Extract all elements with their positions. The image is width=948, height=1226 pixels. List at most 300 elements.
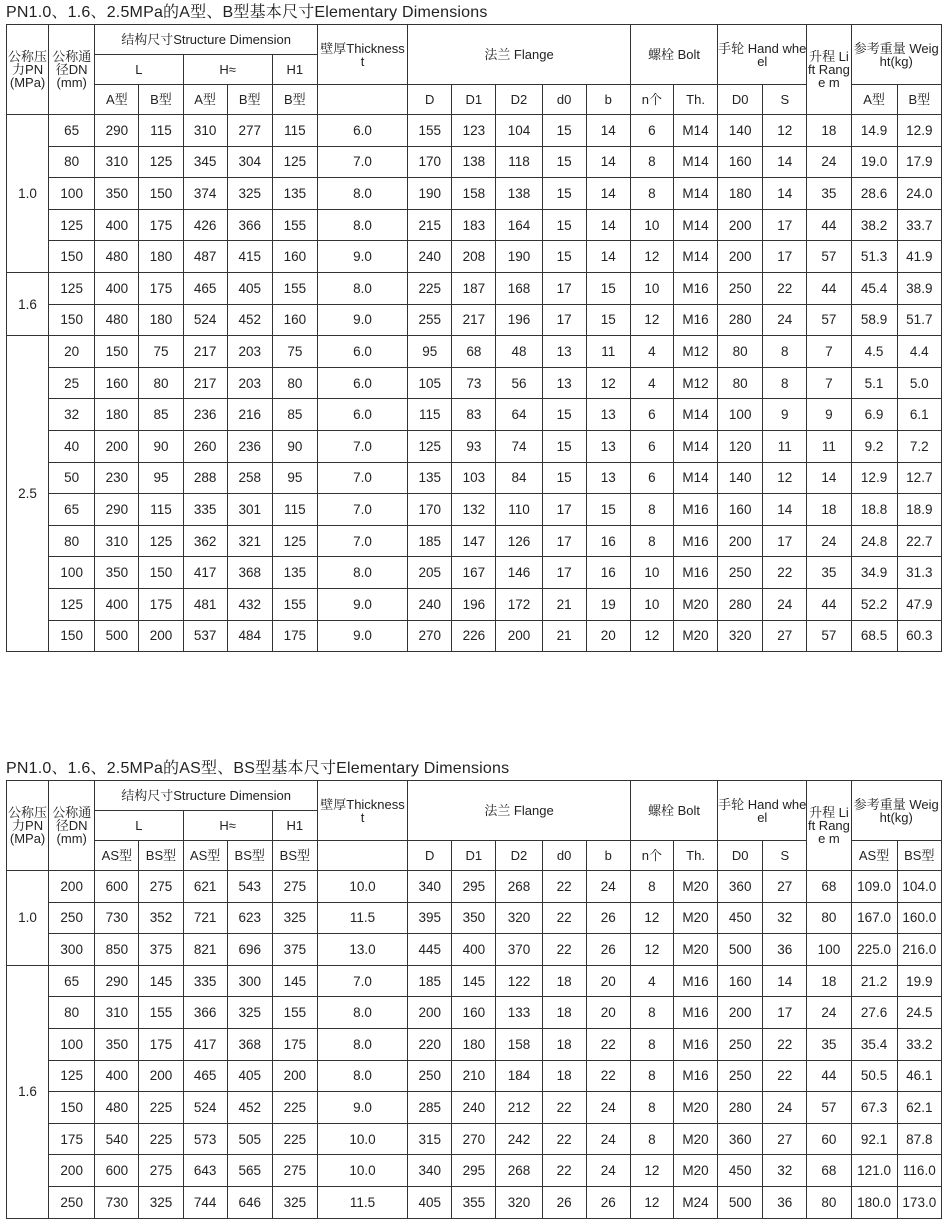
table-cell: 109.0	[851, 871, 897, 903]
table-cell: 230	[95, 462, 139, 494]
table-cell: M16	[673, 494, 717, 526]
table-cell: 200	[718, 997, 763, 1029]
table-cell: 190	[496, 241, 542, 273]
table-cell: 18	[542, 1028, 586, 1060]
table-cell: 240	[408, 241, 452, 273]
table-cell: 24	[763, 588, 807, 620]
table-cell: 210	[452, 1060, 496, 1092]
table-cell: 80	[807, 902, 851, 934]
table-cell: 220	[408, 1028, 452, 1060]
table-cell: 185	[408, 525, 452, 557]
table-cell: 290	[95, 115, 139, 147]
table-cell: 200	[718, 525, 763, 557]
dimensions-table	[6, 24, 942, 652]
table-cell: 217	[452, 304, 496, 336]
table-cell: 26	[586, 934, 630, 966]
table-cell: 14	[763, 146, 807, 178]
table-cell: 203	[227, 367, 272, 399]
table-row	[7, 965, 942, 997]
table-cell: 44	[807, 1060, 851, 1092]
table-cell: 290	[95, 494, 139, 526]
table-cell: 135	[272, 178, 317, 210]
table-cell: 445	[408, 934, 452, 966]
table-cell: 125	[272, 146, 317, 178]
table-cell: 205	[408, 557, 452, 589]
table-cell: 57	[807, 1092, 851, 1124]
table-cell: 400	[95, 209, 139, 241]
header-sub-column: S	[763, 841, 807, 871]
table-cell: 13	[542, 367, 586, 399]
table-cell: 18.9	[897, 494, 941, 526]
pn-value: 1.0	[7, 871, 49, 966]
table-cell: 275	[272, 871, 317, 903]
table-cell: M16	[673, 525, 717, 557]
table-cell: 275	[272, 1155, 317, 1187]
header-dn: 公称通径DN(mm)	[49, 25, 95, 115]
table-cell: 6.1	[897, 399, 941, 431]
table-cell: 18	[542, 1060, 586, 1092]
table-cell: 73	[452, 367, 496, 399]
table-row	[7, 494, 942, 526]
header-lift-range: 升程 Lift Range m	[807, 781, 851, 871]
table-cell: 18	[807, 494, 851, 526]
table-cell: 9.0	[317, 1092, 407, 1124]
table-cell: 57	[807, 620, 851, 652]
table-cell: 258	[227, 462, 272, 494]
table-cell: 6.0	[317, 336, 407, 368]
table-cell: 20	[586, 965, 630, 997]
table-cell: 320	[496, 1186, 542, 1218]
table-cell: 87.8	[897, 1123, 941, 1155]
table-cell: 18.8	[851, 494, 897, 526]
table-cell: 14	[586, 241, 630, 273]
table-cell: 301	[227, 494, 272, 526]
header-h1: H1	[272, 55, 317, 85]
table-cell: 103	[452, 462, 496, 494]
table-cell: 325	[272, 1186, 317, 1218]
table-cell: 21.2	[851, 965, 897, 997]
table-cell: M20	[673, 620, 717, 652]
header-sub-column: AS型	[183, 841, 227, 871]
table-cell: 260	[183, 430, 227, 462]
table-cell: 80	[807, 1186, 851, 1218]
table-row	[7, 336, 942, 368]
table-cell: 60.3	[897, 620, 941, 652]
header-bolt: 螺栓 Bolt	[630, 25, 717, 85]
table-cell: 132	[452, 494, 496, 526]
table-cell: 321	[227, 525, 272, 557]
table-cell: 14	[586, 209, 630, 241]
table-cell: 24	[807, 146, 851, 178]
table-cell: 270	[408, 620, 452, 652]
table-row	[7, 209, 942, 241]
table-cell: 15	[586, 494, 630, 526]
table-cell: 150	[49, 304, 95, 336]
table-cell: 12	[630, 304, 673, 336]
table-cell: 540	[95, 1123, 139, 1155]
table-cell: 17	[542, 494, 586, 526]
table-cell: 26	[586, 902, 630, 934]
table-cell: 123	[452, 115, 496, 147]
table-cell: 730	[95, 902, 139, 934]
table-cell: 17	[542, 272, 586, 304]
header-sub-column: d0	[542, 841, 586, 871]
table-cell: 160	[718, 494, 763, 526]
table-cell: 21	[542, 620, 586, 652]
table-cell: 450	[718, 1155, 763, 1187]
table-cell: M14	[673, 430, 717, 462]
table-cell: 8	[630, 1092, 673, 1124]
table-cell: 7	[807, 367, 851, 399]
table-cell: 7.0	[317, 965, 407, 997]
table-cell: 350	[95, 178, 139, 210]
table-cell: 8	[630, 871, 673, 903]
table-cell: 155	[139, 997, 183, 1029]
table-cell: 115	[272, 494, 317, 526]
table-cell: 17.9	[897, 146, 941, 178]
table-row	[7, 588, 942, 620]
table-cell: 138	[496, 178, 542, 210]
header-structure-dimension: 结构尺寸Structure Dimension	[95, 25, 318, 55]
table-cell: 11	[763, 430, 807, 462]
table-cell: 7.0	[317, 462, 407, 494]
table-cell: 80	[49, 525, 95, 557]
table-row	[7, 871, 942, 903]
table-cell: 9.0	[317, 241, 407, 273]
table-cell: 360	[718, 1123, 763, 1155]
table-cell: 80	[272, 367, 317, 399]
table-cell: 36	[763, 1186, 807, 1218]
table-cell: 95	[139, 462, 183, 494]
header-sub-column: n个	[630, 85, 673, 115]
table-cell: 14	[763, 178, 807, 210]
table-cell: 8	[630, 494, 673, 526]
table-row	[7, 430, 942, 462]
header-sub-column: D1	[452, 841, 496, 871]
table-cell: 310	[183, 115, 227, 147]
table-title: PN1.0、1.6、2.5MPa的AS型、BS型基本尺寸Elementary Dimensions	[6, 760, 510, 777]
table-cell: 350	[452, 902, 496, 934]
table-cell: 8.0	[317, 557, 407, 589]
table-cell: 158	[496, 1028, 542, 1060]
table-cell: 505	[227, 1123, 272, 1155]
table-cell: 175	[139, 209, 183, 241]
table-cell: 170	[408, 146, 452, 178]
table-cell: 160	[272, 304, 317, 336]
table-cell: 7.0	[317, 430, 407, 462]
table-cell: 400	[95, 588, 139, 620]
table-cell: 11.5	[317, 902, 407, 934]
table-cell: 236	[227, 430, 272, 462]
table-cell: 65	[49, 494, 95, 526]
table-cell: 8.0	[317, 1028, 407, 1060]
header-pn: 公称压力PN(MPa)	[7, 25, 49, 115]
table-cell: 110	[496, 494, 542, 526]
table-cell: 573	[183, 1123, 227, 1155]
table-cell: 11	[586, 336, 630, 368]
table-cell: 95	[408, 336, 452, 368]
table-cell: 24	[763, 304, 807, 336]
table-cell: 22	[542, 1123, 586, 1155]
table-cell: 8.0	[317, 997, 407, 1029]
table-cell: 370	[496, 934, 542, 966]
table-cell: 85	[139, 399, 183, 431]
table-cell: 400	[452, 934, 496, 966]
table-cell: 355	[452, 1186, 496, 1218]
table-cell: 225	[272, 1123, 317, 1155]
table-cell: 83	[452, 399, 496, 431]
header-sub-column: D1	[452, 85, 496, 115]
table-cell: 362	[183, 525, 227, 557]
header-sub-column: BS型	[272, 841, 317, 871]
header-sub-column: D2	[496, 85, 542, 115]
table-cell: 105	[408, 367, 452, 399]
table-row	[7, 1155, 942, 1187]
table-cell: 268	[496, 1155, 542, 1187]
table-cell: 543	[227, 871, 272, 903]
table-cell: 643	[183, 1155, 227, 1187]
table-cell: 484	[227, 620, 272, 652]
table-cell: 104	[496, 115, 542, 147]
table-cell: 295	[452, 1155, 496, 1187]
table-cell: 28.6	[851, 178, 897, 210]
table-cell: 6.9	[851, 399, 897, 431]
table-cell: 744	[183, 1186, 227, 1218]
table-cell: 200	[408, 997, 452, 1029]
table-cell: 150	[49, 241, 95, 273]
table-cell: 250	[718, 557, 763, 589]
header-l: L	[95, 55, 183, 85]
table-cell: M16	[673, 557, 717, 589]
table-cell: 68	[807, 1155, 851, 1187]
table-cell: 104.0	[897, 871, 941, 903]
table-cell: 14.9	[851, 115, 897, 147]
table-cell: 147	[452, 525, 496, 557]
table-cell: 155	[272, 209, 317, 241]
table-cell: 9.0	[317, 620, 407, 652]
table-cell: 426	[183, 209, 227, 241]
table-cell: 175	[272, 620, 317, 652]
table-cell: 8	[630, 525, 673, 557]
table-cell: 14	[763, 965, 807, 997]
table-cell: 27.6	[851, 997, 897, 1029]
table-cell: 150	[139, 178, 183, 210]
table-cell: 17	[763, 997, 807, 1029]
table-cell: 122	[496, 965, 542, 997]
table-cell: M20	[673, 934, 717, 966]
table-cell: 12	[630, 241, 673, 273]
table-cell: M14	[673, 115, 717, 147]
table-cell: 250	[718, 272, 763, 304]
table-cell: 27	[763, 1123, 807, 1155]
table-cell: 200	[95, 430, 139, 462]
table-cell: 90	[139, 430, 183, 462]
header-flange: 法兰 Flange	[408, 25, 631, 85]
table-cell: 8.0	[317, 209, 407, 241]
table-cell: 65	[49, 115, 95, 147]
table-cell: M12	[673, 367, 717, 399]
table-cell: 22	[542, 1092, 586, 1124]
table-row	[7, 934, 942, 966]
table-cell: 17	[542, 525, 586, 557]
table-cell: 240	[408, 588, 452, 620]
table-cell: 395	[408, 902, 452, 934]
table-row	[7, 525, 942, 557]
table-cell: 125	[408, 430, 452, 462]
header-bolt: 螺栓 Bolt	[630, 781, 717, 841]
table-cell: 8.0	[317, 272, 407, 304]
table-cell: 646	[227, 1186, 272, 1218]
table-cell: 175	[272, 1028, 317, 1060]
table-cell: 375	[272, 934, 317, 966]
table-cell: 850	[95, 934, 139, 966]
table-cell: 56	[496, 367, 542, 399]
table-cell: 100	[49, 1028, 95, 1060]
table-cell: 405	[227, 272, 272, 304]
table-cell: 19.9	[897, 965, 941, 997]
table-cell: 10	[630, 272, 673, 304]
table-cell: 67.3	[851, 1092, 897, 1124]
table-cell: 8	[763, 367, 807, 399]
table-cell: 4.4	[897, 336, 941, 368]
table-cell: 68	[807, 871, 851, 903]
table-row	[7, 304, 942, 336]
table-cell: 32	[49, 399, 95, 431]
table-cell: M12	[673, 336, 717, 368]
table-cell: 7.0	[317, 494, 407, 526]
table-cell: 120	[718, 430, 763, 462]
table-cell: 14	[763, 494, 807, 526]
table-cell: 374	[183, 178, 227, 210]
table-cell: 4	[630, 336, 673, 368]
table-cell: 140	[718, 462, 763, 494]
table-cell: 18	[807, 965, 851, 997]
table-cell: 27	[763, 620, 807, 652]
table-cell: 450	[718, 902, 763, 934]
table-cell: 145	[272, 965, 317, 997]
header-sub-column: d0	[542, 85, 586, 115]
header-sub-column: A型	[95, 85, 139, 115]
table-cell: 115	[139, 494, 183, 526]
header-weight: 参考重量 Weight(kg)	[851, 25, 942, 85]
table-cell: 80	[49, 997, 95, 1029]
table-cell: 480	[95, 241, 139, 273]
table-cell: 68.5	[851, 620, 897, 652]
table-cell: 24	[807, 525, 851, 557]
table-cell: 730	[95, 1186, 139, 1218]
table-cell: 280	[718, 304, 763, 336]
table-cell: 7.0	[317, 146, 407, 178]
table-cell: 35	[807, 178, 851, 210]
table-cell: 196	[496, 304, 542, 336]
table-cell: 75	[139, 336, 183, 368]
table-cell: 27	[763, 871, 807, 903]
table-cell: 135	[408, 462, 452, 494]
table-cell: 140	[718, 115, 763, 147]
table-row	[7, 1092, 942, 1124]
table-cell: 155	[272, 272, 317, 304]
table-cell: 405	[408, 1186, 452, 1218]
table-cell: 138	[452, 146, 496, 178]
table-row	[7, 241, 942, 273]
table-cell: 8	[630, 1060, 673, 1092]
table-cell: 22	[763, 557, 807, 589]
table-cell: 6	[630, 115, 673, 147]
table-cell: 57	[807, 304, 851, 336]
table-cell: 118	[496, 146, 542, 178]
table-cell: 200	[718, 241, 763, 273]
table-cell: 212	[496, 1092, 542, 1124]
table-cell: 400	[95, 272, 139, 304]
table-cell: 250	[49, 1186, 95, 1218]
table-cell: 24.5	[897, 997, 941, 1029]
table-cell: 15	[542, 462, 586, 494]
table-cell: 500	[95, 620, 139, 652]
table-cell: 38.9	[897, 272, 941, 304]
table-cell: 315	[408, 1123, 452, 1155]
header-sub-column: D	[408, 85, 452, 115]
table-cell: 250	[718, 1028, 763, 1060]
table-cell: 22	[542, 902, 586, 934]
table-cell: M20	[673, 1155, 717, 1187]
table-cell: 325	[139, 1186, 183, 1218]
table-cell: 12	[586, 367, 630, 399]
table-cell: 200	[49, 871, 95, 903]
header-h1: H1	[272, 811, 317, 841]
table-row	[7, 997, 942, 1029]
table-cell: 325	[272, 902, 317, 934]
table-cell: 345	[183, 146, 227, 178]
table-cell: 8.0	[317, 178, 407, 210]
table-cell: 226	[452, 620, 496, 652]
table-cell: 217	[183, 336, 227, 368]
table-cell: 255	[408, 304, 452, 336]
header-sub-column: D0	[718, 85, 763, 115]
table-cell: 31.3	[897, 557, 941, 589]
table-cell: 180	[452, 1028, 496, 1060]
table-cell: 125	[49, 209, 95, 241]
table-cell: 167.0	[851, 902, 897, 934]
table-cell: 180	[139, 241, 183, 273]
table-cell: 62.1	[897, 1092, 941, 1124]
table-cell: 217	[183, 367, 227, 399]
table-cell: 175	[139, 272, 183, 304]
table-cell: 290	[95, 965, 139, 997]
table-cell: 32	[763, 902, 807, 934]
table-cell: 524	[183, 304, 227, 336]
table-cell: 320	[718, 620, 763, 652]
table-cell: 180	[139, 304, 183, 336]
table-cell: 160.0	[897, 902, 941, 934]
table-cell: 4.5	[851, 336, 897, 368]
table-row	[7, 1123, 942, 1155]
table-cell: 80	[718, 336, 763, 368]
table-cell: M14	[673, 241, 717, 273]
table-cell: 115	[139, 115, 183, 147]
table-cell: 34.9	[851, 557, 897, 589]
table-cell: 15	[586, 272, 630, 304]
table-cell: 175	[49, 1123, 95, 1155]
table-cell: 225	[272, 1092, 317, 1124]
table-cell: 325	[227, 997, 272, 1029]
table-cell: M20	[673, 871, 717, 903]
table-cell: 417	[183, 557, 227, 589]
header-weight: 参考重量 Weight(kg)	[851, 781, 942, 841]
table-cell: 40	[49, 430, 95, 462]
table-cell: 51.3	[851, 241, 897, 273]
table-cell: 32	[763, 1155, 807, 1187]
table-cell: 6	[630, 430, 673, 462]
